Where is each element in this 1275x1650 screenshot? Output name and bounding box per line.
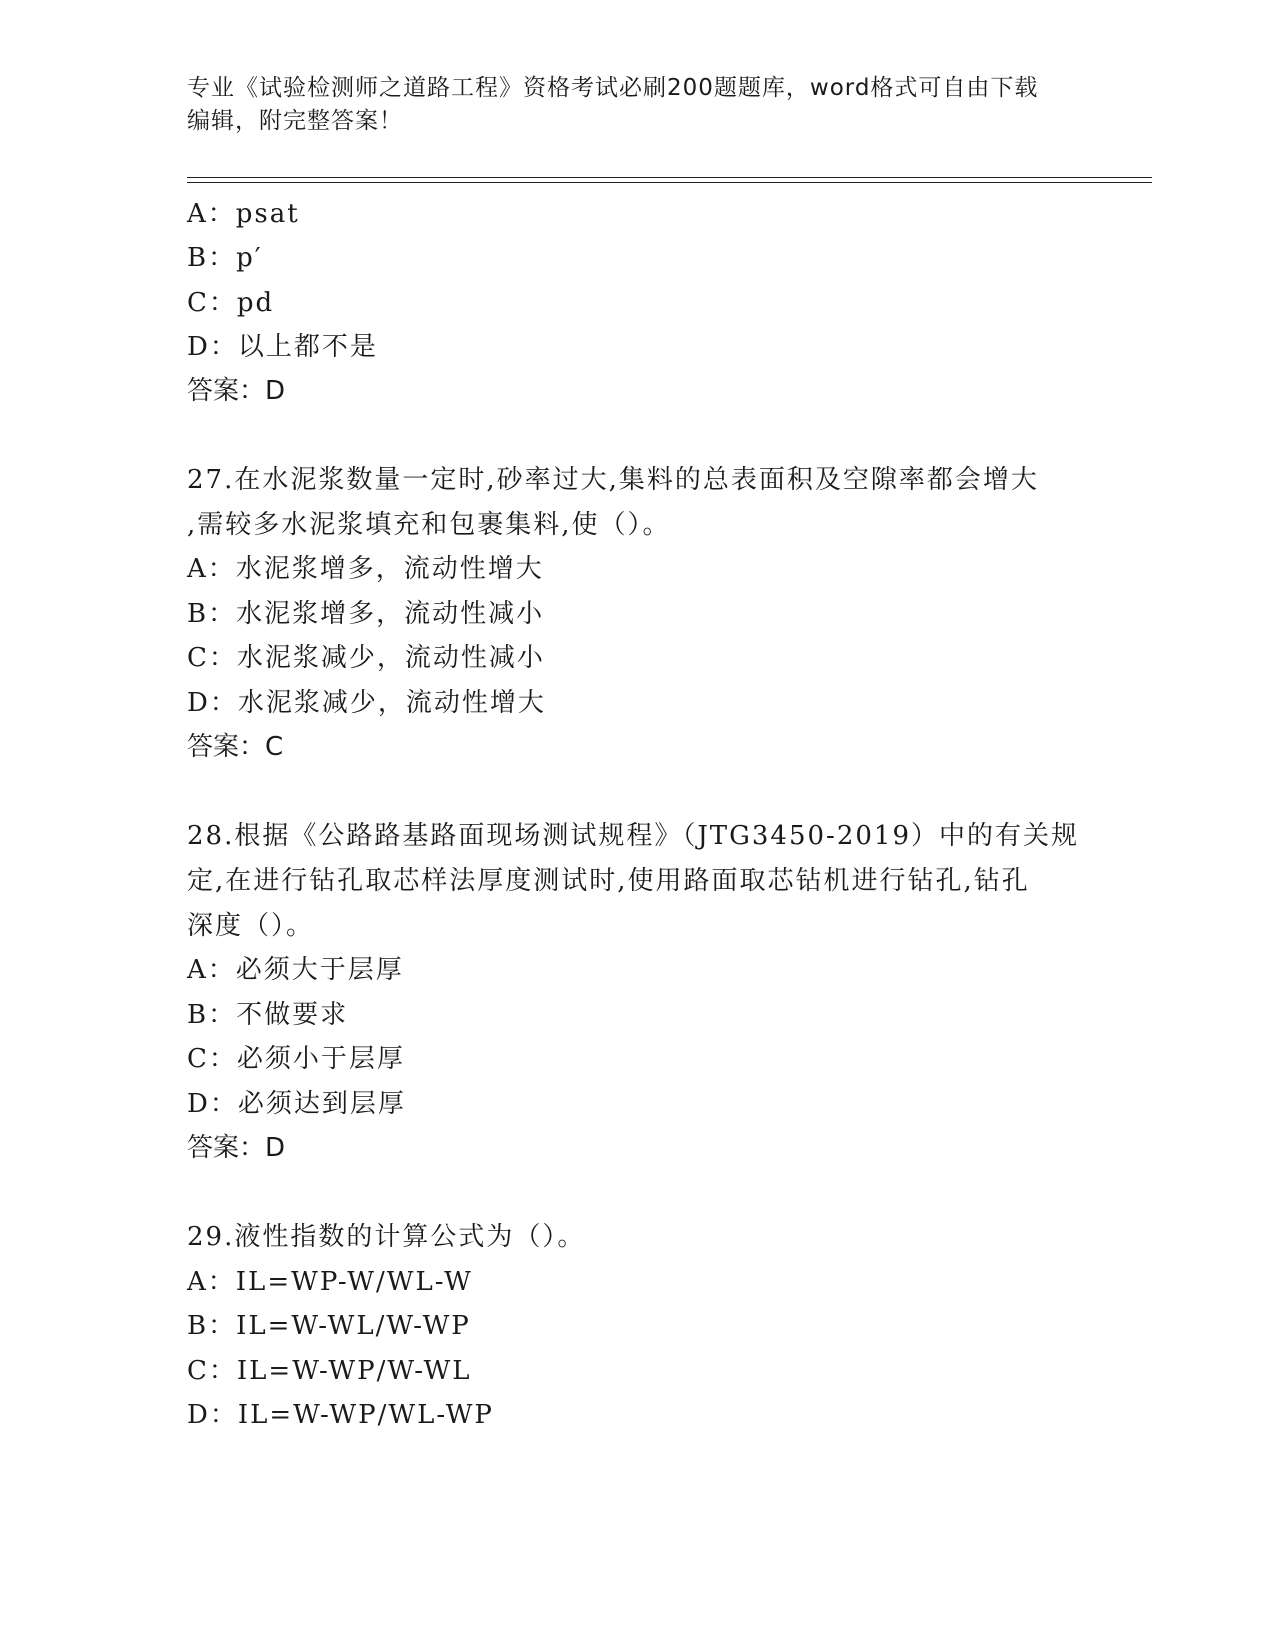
q27-answer: 答案：C <box>187 732 284 762</box>
q29-option-d: D：IL=W-WP/WL-WP <box>187 1400 494 1430</box>
q28-stem-line-3: 深度（）。 <box>187 911 315 941</box>
q28-option-d: D：必须达到层厚 <box>187 1089 406 1119</box>
header-rule-top <box>187 177 1152 178</box>
q29-option-a: A：IL=WP-W/WL-W <box>187 1267 473 1297</box>
q28-option-b: B：不做要求 <box>187 1000 349 1030</box>
header-title-line-1: 专业《试验检测师之道路工程》资格考试必刷200题题库，word格式可自由下载 <box>187 75 1039 101</box>
q29-option-c: C：IL=W-WP/W-WL <box>187 1356 472 1386</box>
q28-option-a: A：必须大于层厚 <box>187 955 404 985</box>
header-rule-bottom <box>187 182 1152 183</box>
q26-option-a: A：psat <box>187 199 300 229</box>
q26-answer: 答案：D <box>187 376 286 406</box>
q29-option-b: B：IL=W-WL/W-WP <box>187 1311 471 1341</box>
q28-answer: 答案：D <box>187 1133 286 1163</box>
q28-option-c: C：必须小于层厚 <box>187 1044 405 1074</box>
q27-stem-line-2: ,需较多水泥浆填充和包裹集料,使（）。 <box>187 510 671 540</box>
q26-option-d: D：以上都不是 <box>187 332 378 362</box>
q29-stem-line-1: 29.液性指数的计算公式为（）。 <box>187 1222 586 1252</box>
q26-option-b: B：p′ <box>187 243 263 273</box>
q27-option-b: B：水泥浆增多，流动性减小 <box>187 599 545 629</box>
document-header <box>187 72 1067 138</box>
q26-option-c: C：pd <box>187 288 275 318</box>
q27-option-a: A：水泥浆增多，流动性增大 <box>187 554 544 584</box>
q28-stem-line-1: 28.根据《公路路基路面现场测试规程》（JTG3450-2019）中的有关规 <box>187 821 1080 851</box>
q28-stem-line-2: 定,在进行钻孔取芯样法厚度测试时,使用路面取芯钻机进行钻孔,钻孔 <box>187 866 1030 896</box>
q27-stem-line-1: 27.在水泥浆数量一定时,砂率过大,集料的总表面积及空隙率都会增大 <box>187 465 1039 495</box>
q27-option-c: C：水泥浆减少，流动性减小 <box>187 643 545 673</box>
header-title-line-2: 编辑，附完整答案！ <box>187 108 403 134</box>
q27-option-d: D：水泥浆减少，流动性增大 <box>187 688 546 718</box>
